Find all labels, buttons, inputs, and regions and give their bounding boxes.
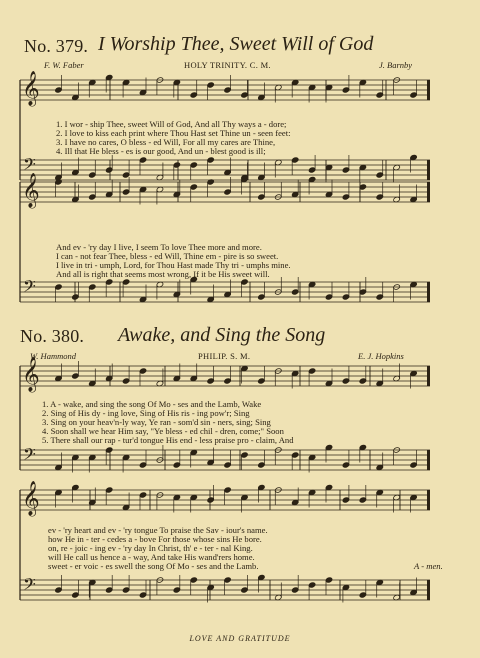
- hymn-380-lyric-s1-v1: 1. A - wake, and sing the song Of Mo - ses and the Lamb, Wake: [42, 399, 262, 409]
- hymn-380-lyric-s2-v5: sweet - er voic - es swell the song Of Mo - ses and the Lamb.: [48, 561, 259, 571]
- h379-s1-treble-note: [207, 82, 215, 88]
- h380-pre-bass-note: [291, 289, 299, 295]
- h380-s2-treble-note: [207, 497, 215, 503]
- h380-s2-end-treble: [427, 490, 430, 510]
- h379-s1-bass-note: [173, 162, 181, 168]
- h380-s2-bass-clef: 𝄢: [23, 574, 36, 598]
- h380-s2-treble-note: [105, 487, 113, 493]
- h380-s1-end-treble: [427, 366, 430, 386]
- h380-s1-end-bass: [427, 450, 430, 470]
- h379-s1-end-bass: [427, 160, 430, 180]
- h380-s2-bass-note: [105, 587, 113, 593]
- h380-pre-treble-note: [342, 194, 350, 200]
- h379-s1-bass-note: [308, 167, 316, 173]
- h380-s1-treble-clef: 𝄞: [22, 357, 40, 392]
- hymn-380-lyric-s2-v3: on, re - joic - ing ev - 'ry day In Christ, th' e - ter - nal King.: [48, 543, 253, 553]
- hymn-379-lyric-s2-v2: I can - not fear Thee, bless - ed Will, Thine em - pire is so sweet.: [56, 251, 279, 261]
- h379-s1-treble-note: [376, 92, 384, 98]
- hymn-379-words-by: F. W. Faber: [44, 60, 84, 70]
- hymn-380-lyric-s2-v4: will He call us hence a - way, And take His wand'rers home.: [48, 552, 255, 562]
- h380-s1-treble-note: [207, 378, 215, 384]
- hymn-380-title: Awake, and Sing the Song: [118, 324, 326, 346]
- h379-s1-treble-note: [190, 92, 198, 98]
- h380-s1-treble-note: [308, 368, 316, 374]
- h380-s2-bass-note: [224, 577, 232, 583]
- h380-s1-treble-note: [258, 378, 266, 384]
- hymn-379-music-by: J. Barnby: [379, 60, 413, 70]
- h380-s2-treble-note: [359, 497, 367, 503]
- h379-s1-treble-note: [55, 87, 63, 93]
- h380-pre-treble-clef: 𝄞: [22, 173, 40, 208]
- hymn-379-lyric-s1-v2: 2. I love to kiss each print where Thou Hast set Thine un - seen feet:: [56, 128, 291, 138]
- h380-s1-bass-note: [139, 462, 147, 468]
- h380-s2-bass-note: [139, 592, 147, 598]
- hymn-379-lyric-s2-v3: I live in tri - umph, Lord, for Thou Hast made Thy tri - umphs mine.: [56, 260, 291, 270]
- h380-s2-bass-note: [241, 587, 249, 593]
- h379-s1-treble-note: [241, 92, 249, 98]
- h380-pre-bass-note: [72, 294, 80, 300]
- hymn-380-tune: PHILIP. S. M.: [198, 351, 251, 361]
- hymn-379-number: No. 379.: [24, 36, 89, 56]
- h380-s2-treble-note: [224, 487, 232, 493]
- h379-s1-bass-clef: 𝄢: [23, 154, 36, 178]
- h380-s1-treble-note: [72, 373, 80, 379]
- h380-s1-treble-note: [122, 378, 130, 384]
- h380-pre-treble-note: [122, 189, 130, 195]
- h380-s2-bass-note: [55, 587, 63, 593]
- hymn-379-lyric-s2-v4: And all is right that seems most wrong, If it be His sweet will.: [56, 269, 270, 279]
- h380-pre-bass-note: [55, 284, 63, 290]
- hymn-379-lyric-s1-v1: 1. I wor - ship Thee, sweet Will of God, And all Thy ways a - dore;: [56, 119, 287, 129]
- h380-s2-treble-note: [342, 497, 350, 503]
- h380-s2-treble-clef: 𝄞: [22, 481, 40, 516]
- h380-s1-treble-note: [139, 368, 147, 374]
- hymn-380-lyric-s1-v4: 4. Soon shall we hear Him say, "Ye bless - ed chil - dren, come;" Soon: [42, 426, 284, 436]
- hymn-380-words-by: W. Hammond: [30, 351, 76, 361]
- hymn-379-lyric-s1-v4: 4. Ill that He bless - es is our good, And un - blest good is ill;: [56, 146, 266, 156]
- h380-s1-bass-note: [342, 462, 350, 468]
- h380-s1-bass-note: [241, 452, 249, 458]
- h380-pre-treble-note: [258, 194, 266, 200]
- h379-s1-bass-note: [342, 167, 350, 173]
- h380-s2-bass-note: [308, 582, 316, 588]
- h379-s1-treble-note: [342, 87, 350, 93]
- h380-s2-bass-note: [190, 577, 198, 583]
- h380-pre-bass-note: [258, 294, 266, 300]
- h380-pre-treble-note: [376, 194, 384, 200]
- h380-pre-bass-note: [105, 279, 113, 285]
- h380-s1-bass-note: [410, 462, 418, 468]
- h379-s1-treble-clef: 𝄞: [22, 71, 40, 106]
- h380-pre-end-treble: [427, 182, 430, 202]
- h379-s1-bass-note: [105, 167, 113, 173]
- h380-pre-end-bass: [427, 282, 430, 302]
- h379-s1-bass-note: [207, 157, 215, 163]
- hymn-379-title: I Worship Thee, Sweet Will of God: [98, 33, 374, 55]
- h380-s2-treble-note: [139, 492, 147, 498]
- h380-s2-bass-note: [173, 587, 181, 593]
- h380-s1-bass-note: [173, 462, 181, 468]
- h380-pre-bass-note: [376, 294, 384, 300]
- hymn-380-lyric-s2-v1: ev - 'ry heart and ev - 'ry tongue To praise the Sav - iour's name.: [48, 525, 268, 535]
- h379-s1-bass-note: [122, 172, 130, 178]
- h380-s1-bass-note: [291, 452, 299, 458]
- h379-s1-end-treble: [427, 80, 430, 100]
- hymn-380-number: No. 380.: [20, 326, 85, 346]
- hymn-379-tune: HOLY TRINITY. C. M.: [184, 60, 271, 70]
- h380-s2-end-bass: [427, 580, 430, 600]
- h380-s1-treble-note: [342, 378, 350, 384]
- hymn-380-music-by: E. J. Hopkins: [358, 351, 404, 361]
- h379-s1-bass-note: [190, 162, 198, 168]
- h380-pre-bass-clef: 𝄢: [23, 276, 36, 300]
- h380-pre-bass-note: [325, 294, 333, 300]
- hymn-380-lyric-s1-v5: 5. There shall our rap - tur'd tongue His end - less praise pro - claim, And: [42, 435, 294, 445]
- h380-s2-bass-note: [325, 577, 333, 583]
- h380-pre-treble-note: [224, 189, 232, 195]
- h380-s1-bass-note: [258, 462, 266, 468]
- hymn-379-lyric-s2-v1: And ev - 'ry day I live, I seem To love Thee more and more.: [56, 242, 262, 252]
- h380-pre-treble-note: [190, 184, 198, 190]
- hymn-380-lyric-s1-v3: 3. Sing on your heav'n-ly way, Ye ran - som'd sin - ners, sing; Sing: [42, 417, 271, 427]
- h379-s1-bass-note: [89, 172, 97, 178]
- h380-s2-bass-note: [291, 587, 299, 593]
- h380-s1-bass-note: [224, 462, 232, 468]
- hymn-380-amen: A - men.: [414, 561, 443, 571]
- h380-s2-bass-note: [122, 587, 130, 593]
- h380-pre-bass-note: [122, 279, 130, 285]
- h380-pre-bass-note: [342, 294, 350, 300]
- h380-s1-bass-clef: 𝄢: [23, 444, 36, 468]
- h380-s1-treble-note: [224, 378, 232, 384]
- h379-s1-bass-note: [291, 157, 299, 163]
- h380-pre-treble-note: [89, 194, 97, 200]
- h380-s2-bass-note: [359, 592, 367, 598]
- h379-s1-bass-note: [139, 157, 147, 163]
- h379-s1-treble-note: [410, 92, 418, 98]
- hymn-380-lyric-s2-v2: how He in - ter - cedes a - bove For those whose sins He bore.: [48, 534, 262, 544]
- h379-s1-treble-note: [224, 87, 232, 93]
- h380-s2-bass-note: [72, 592, 80, 598]
- section-footer: LOVE AND GRATITUDE: [189, 634, 291, 643]
- h379-s1-bass-note: [376, 172, 384, 178]
- h380-s1-treble-note: [359, 378, 367, 384]
- hymn-380-lyric-s1-v2: 2. Sing of His dy - ing love, Sing of His ris - ing pow'r; Sing: [42, 408, 250, 418]
- hymn-379-lyric-s1-v3: 3. I have no cares, O bless - ed Will, For all my cares are Thine,: [56, 137, 276, 147]
- h380-s1-bass-note: [105, 447, 113, 453]
- h380-pre-bass-note: [241, 279, 249, 285]
- h380-pre-bass-note: [89, 284, 97, 290]
